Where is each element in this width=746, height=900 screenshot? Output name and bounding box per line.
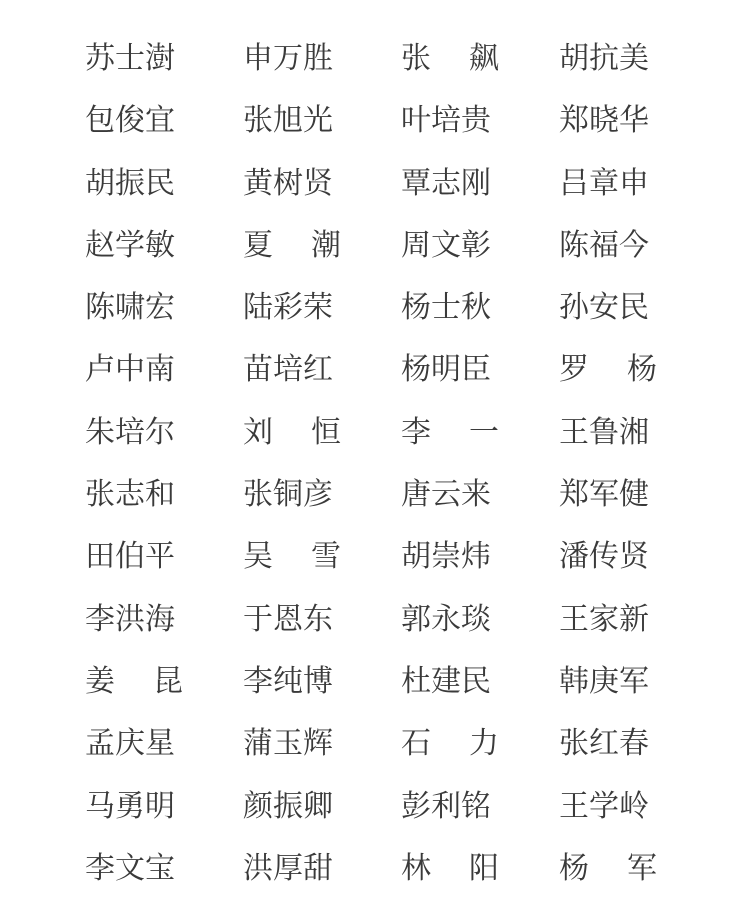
name-item: 申万胜 — [243, 41, 333, 76]
name-item: 张铜彦 — [243, 477, 333, 513]
name-item: 苗培红 — [243, 352, 333, 388]
name-item: 朱培尔 — [85, 414, 175, 450]
name-item: 张 飙 — [401, 41, 499, 76]
name-item: 林 阳 — [401, 850, 499, 886]
name-item: 马勇明 — [85, 788, 175, 824]
name-item: 陈啸宏 — [85, 290, 175, 326]
name-item: 陆彩荣 — [243, 290, 333, 326]
name-item: 杨 军 — [559, 850, 657, 886]
name-item: 张红春 — [559, 726, 649, 762]
name-item: 洪厚甜 — [243, 850, 333, 886]
name-item: 彭利铭 — [401, 788, 491, 824]
name-item: 赵学敏 — [85, 227, 175, 263]
name-item: 郑晓华 — [559, 103, 649, 139]
name-item: 孟庆星 — [85, 726, 175, 762]
name-item: 苏士澍 — [85, 41, 175, 76]
name-item: 杨明臣 — [401, 352, 491, 388]
name-item: 蒲玉辉 — [243, 726, 333, 762]
name-item: 李纯博 — [243, 663, 333, 699]
name-item: 卢中南 — [85, 352, 175, 388]
name-item: 吴 雪 — [243, 539, 341, 575]
name-item: 胡崇炜 — [401, 539, 491, 575]
name-item: 王学岭 — [559, 788, 649, 824]
name-item: 李洪海 — [85, 601, 175, 637]
name-item: 胡抗美 — [559, 41, 649, 76]
name-item: 王鲁湘 — [559, 414, 649, 450]
name-item: 吕章申 — [559, 165, 649, 201]
name-item: 叶培贵 — [401, 103, 491, 139]
name-item: 郑军健 — [559, 477, 649, 513]
name-item: 唐云来 — [401, 477, 491, 513]
name-item: 包俊宜 — [85, 103, 175, 139]
name-item: 孙安民 — [559, 290, 649, 326]
name-item: 韩庚军 — [559, 663, 649, 699]
name-item: 周文彰 — [401, 227, 491, 263]
name-item: 王家新 — [559, 601, 649, 637]
name-list — [85, 28, 665, 900]
name-item: 覃志刚 — [401, 165, 491, 201]
name-item: 颜振卿 — [243, 788, 333, 824]
name-item: 刘 恒 — [243, 414, 341, 450]
name-item: 郭永琰 — [401, 601, 491, 637]
name-item: 夏 潮 — [243, 227, 341, 263]
name-item: 李文宝 — [85, 850, 175, 886]
name-item: 姜 昆 — [85, 663, 183, 699]
name-item: 黄树贤 — [243, 165, 333, 201]
name-item: 杨士秋 — [401, 290, 491, 326]
name-item: 张志和 — [85, 477, 175, 513]
name-item: 胡振民 — [85, 165, 175, 201]
name-item: 石 力 — [401, 726, 499, 762]
name-item: 张旭光 — [243, 103, 333, 139]
name-item: 罗 杨 — [559, 352, 657, 388]
name-item: 陈福今 — [559, 227, 649, 263]
name-item: 田伯平 — [85, 539, 175, 575]
name-item: 于恩东 — [243, 601, 333, 637]
name-item: 李 一 — [401, 414, 499, 450]
name-item: 潘传贤 — [559, 539, 649, 575]
name-item: 杜建民 — [401, 663, 491, 699]
